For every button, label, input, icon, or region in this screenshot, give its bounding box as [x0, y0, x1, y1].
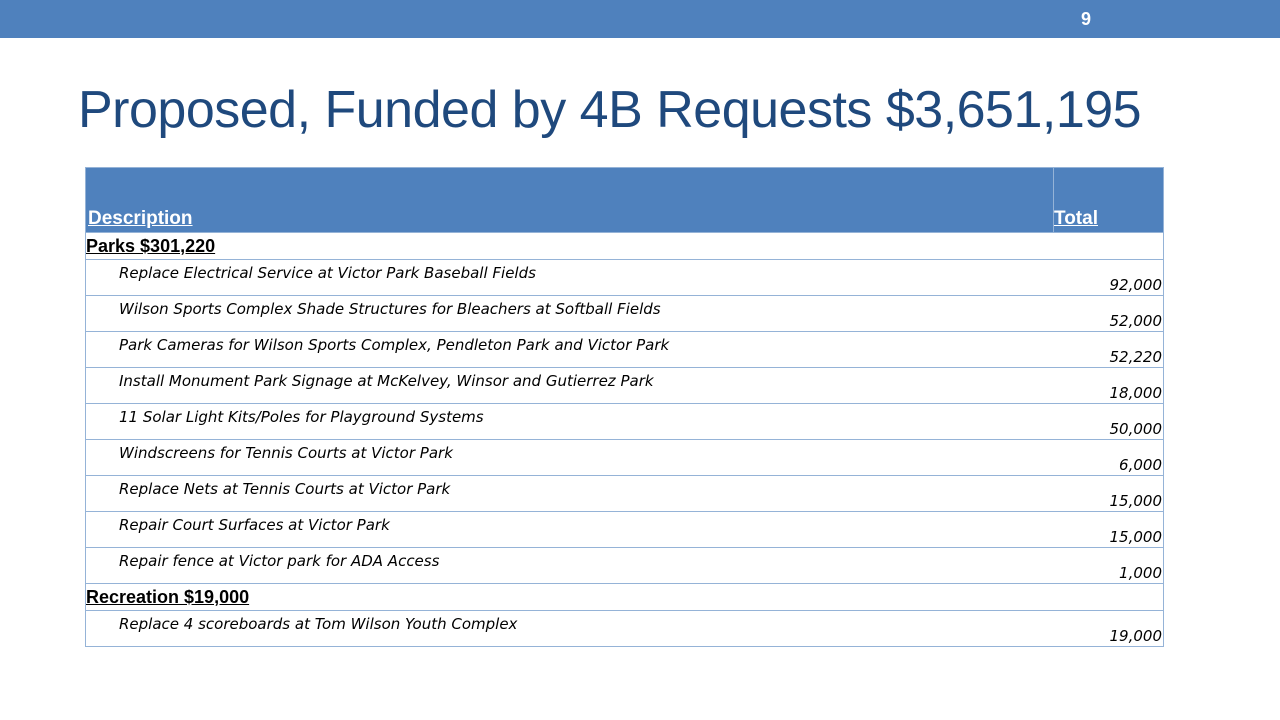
item-description: 11 Solar Light Kits/Poles for Playground Systems: [86, 404, 1054, 440]
item-description: Windscreens for Tennis Courts at Victor Park: [86, 440, 1054, 476]
table-row: [86, 296, 1164, 332]
item-description: Park Cameras for Wilson Sports Complex, Pendleton Park and Victor Park: [86, 332, 1054, 368]
table-row: [86, 548, 1164, 584]
table-row: [86, 404, 1164, 440]
item-description: Repair Court Surfaces at Victor Park: [86, 512, 1054, 548]
table-row: [86, 512, 1164, 548]
item-total: 52,220: [1054, 332, 1164, 368]
column-header-total: Total: [1054, 168, 1164, 233]
table-row: [86, 260, 1164, 296]
category-total-cell: [1054, 584, 1164, 611]
table-row: [86, 332, 1164, 368]
item-total: 19,000: [1054, 611, 1164, 647]
table-row: [86, 440, 1164, 476]
table-header-row: [86, 168, 1164, 233]
item-total: 92,000: [1054, 260, 1164, 296]
item-total: 15,000: [1054, 476, 1164, 512]
item-description: Replace 4 scoreboards at Tom Wilson Youth Complex: [86, 611, 1054, 647]
item-total: 50,000: [1054, 404, 1164, 440]
table-row: [86, 611, 1164, 647]
category-label: Recreation $19,000: [86, 584, 1054, 611]
column-header-description: Description: [86, 168, 1054, 233]
category-row-parks: [86, 233, 1164, 260]
category-row-recreation: [86, 584, 1164, 611]
category-label: Parks $301,220: [86, 233, 1054, 260]
table-row: [86, 476, 1164, 512]
item-description: Replace Nets at Tennis Courts at Victor Park: [86, 476, 1054, 512]
budget-table: [85, 167, 1164, 647]
item-total: 15,000: [1054, 512, 1164, 548]
item-total: 6,000: [1054, 440, 1164, 476]
table-row: [86, 368, 1164, 404]
item-total: 52,000: [1054, 296, 1164, 332]
item-total: 1,000: [1054, 548, 1164, 584]
category-total-cell: [1054, 233, 1164, 260]
top-banner: [0, 0, 1280, 38]
item-description: Repair fence at Victor park for ADA Access: [86, 548, 1054, 584]
item-description: Replace Electrical Service at Victor Park Baseball Fields: [86, 260, 1054, 296]
item-description: Wilson Sports Complex Shade Structures for Bleachers at Softball Fields: [86, 296, 1054, 332]
item-total: 18,000: [1054, 368, 1164, 404]
slide-title: Proposed, Funded by 4B Requests $3,651,195: [78, 81, 1142, 139]
item-description: Install Monument Park Signage at McKelvey, Winsor and Gutierrez Park: [86, 368, 1054, 404]
page-number: 9: [1080, 9, 1091, 29]
